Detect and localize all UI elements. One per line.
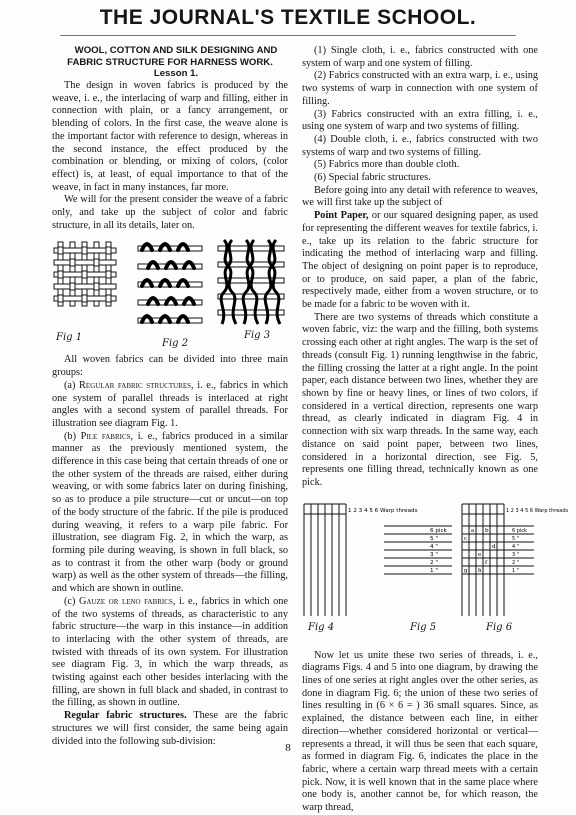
fig3: [216, 238, 288, 350]
figures-1-3: [52, 238, 288, 350]
fig6-caption: Fig 6: [486, 621, 513, 633]
left-paragraph-2: We will for the present consider the weave of a fabric only, and take up the subject of color and fabric structure, in all its details, later on.: [52, 194, 288, 231]
fig4-header: 1 2 3 4 5 6 Warp threads: [348, 507, 418, 514]
subdivision-1: (1) Single cloth, i. e., fabrics constructed with one system of warp and one system of filling.: [302, 45, 538, 69]
left-column: [52, 45, 288, 748]
fig5-label: 6 pick: [430, 527, 447, 534]
fig5-picks-diagram: [382, 500, 454, 620]
header-rule: [60, 35, 516, 36]
fig5-caption: Fig 5: [410, 621, 437, 633]
fig5: [382, 500, 454, 633]
group-b-heading: Pile fabrics,: [80, 430, 134, 442]
subdivision-4: (4) Double cloth, i. e., fabrics constructed with two systems of warp and two systems of filling.: [302, 133, 538, 158]
group-b-text: i. e., fabrics produced in a similar manner as the previously mentioned system, the difference in this case being that certain threads of one or the other system of the threads are raised, either during weaving, or with some fabrics later on during finishing, so as to produce a pile structure—cut or uncut—on top of the body structure of the fabric. If the pile is produced during weaving, it refers to a warp pile fabric. For illustration, see diagram Fig. 2, in which the warp, as forming pile during weaving, is shown in full black, so as to contrast it from the other warp (body or ground warp) as well as the other system of threads—the filling, and which are shown in outline.: [52, 430, 288, 595]
right-paragraph-1: Before going into any detail with reference to weaves, we will first take up the subject of: [302, 184, 538, 209]
fig6-label: 5 ": [512, 535, 520, 542]
group-a-text: i. e., fabrics in which one system of parallel threads is interlaced at right angles with a second system of parallel threads. For illustration see diagram Fig. 1.: [52, 379, 288, 429]
regular-structures-text: These are the fabric structures we will first consider, the same being again divided into the following sub-division:: [52, 710, 288, 747]
subdivision-3: (3) Fabrics constructed with an extra filling, i. e., using one system of warp and two systems of filling.: [302, 108, 538, 133]
fig4-caption: Fig 4: [308, 621, 335, 633]
fig1-caption: Fig 1: [56, 332, 83, 344]
fig6-label: 3 ": [512, 551, 520, 558]
group-b-label: (b): [64, 430, 77, 442]
right-paragraph-3: There are two systems of threads which constitute a woven fabric, viz: the warp and the filling, both systems crossing each other at right angles. The warp is the set of threads (consult Fig. 1) running lengthwise in the fabric, the filling crossing the latter at a right angle. In the point paper, each distance between two lines, whether they are shown by fine or heavy lines, or lines of two colors, if considered in a vertical direction, represents one warp thread, as clearly indicated in diagram Fig. 4 in connection with six warp threads. In the same way, each distance on said point paper, between two lines, considered in a horizontal direction, see Fig. 5, represents one filling thread, technically known as one pick.: [302, 311, 538, 488]
fig6-label: 6 pick: [512, 527, 527, 534]
fig6-label: 2 ": [512, 559, 520, 566]
subdivision-2: (2) Fabrics constructed with an extra warp, i. e., using two systems of warp in connection with one system of filling.: [302, 70, 538, 107]
fig6-cell-mark: h: [478, 567, 482, 574]
fig4: [302, 500, 418, 633]
fig3-caption: Fig 3: [244, 330, 271, 342]
fig6-cell-mark: d: [492, 543, 496, 550]
fig6-header: 1 2 3 4 5 6 Warp threads: [506, 507, 569, 514]
right-column: [302, 45, 569, 815]
subdivision-6: (6) Special fabric structures.: [314, 172, 431, 184]
subdivision-5: (5) Fabrics more than double cloth.: [314, 159, 460, 171]
fig6-cell-mark: e: [478, 551, 482, 558]
group-c-heading: Gauze or leno fabrics,: [79, 595, 176, 607]
group-c: [52, 596, 288, 710]
left-paragraph-1: The design in woven fabrics is produced by the weave, i. e., the interlacing of warp and filling, either in connection with plain, or a fancy arrangement, or blending of colors. In the first case, the weave alone is the important factor with reference to design, whereas in the second instance, the effect produced by the combination or blending, or mixing of colors, (color effect) is, at least, of equal importance to that of the weave, in fact in many instances, far more.: [52, 80, 288, 193]
fig4-warp-threads-diagram: [302, 500, 418, 620]
fig6: [460, 500, 569, 633]
fig6-label: 4 ": [512, 543, 520, 550]
group-c-text: i. e., fabrics in which one of the two systems of threads, as characteristic to any fabric structure—the warp in this instance—in addition to interlacing with the other system of threads, are twisted with threads of its own system. For illustration see diagram Fig. 3, in which the warp threads, as twisting against each other besides interlacing with the filling, are shown in full black and shaded, in contrast to the filling, as shown in outline.: [52, 595, 288, 709]
fig5-label: 4 ": [430, 543, 438, 550]
right-paragraph-4: Now let us unite these two series of threads, i. e., diagrams Figs. 4 and 5 into one diagram, by drawing the lines of one series at right angles over the other series, as done in diagram Fig. 6; the union of these two series of lines resulting in (6 × 6 = ) 36 small squares. Since, as explained, the distance between each line, in either direction—whether considered horizontal or vertical—represents a thread, it will thus be seen that each square, as formed in diagram Fig. 6, indicates the place in the fabric, where a certain warp thread meets with a certain pick. Now, it is well known that in the same place where one body is, another cannot be, for which reason, the warp thread,: [302, 649, 538, 814]
fig3-gauze-leno-diagram: [216, 238, 288, 328]
fig5-label: 1 ": [430, 567, 438, 574]
fig6-label: 1 ": [512, 567, 520, 574]
fig5-label: 2 ": [430, 559, 438, 566]
left-paragraph-3: All woven fabrics can be divided into three main groups:: [52, 354, 288, 379]
journal-title: THE JOURNAL'S TEXTILE SCHOOL.: [99, 6, 477, 29]
fig5-label: 5 ": [430, 535, 438, 542]
point-paper-paragraph: [302, 210, 538, 312]
fig6-cell-mark: g: [464, 567, 468, 574]
fig2-pile-fabric-diagram: [134, 238, 206, 338]
group-a-heading: Regular fabric structures,: [79, 379, 194, 391]
article-title: WOOL, COTTON AND SILK DESIGNING AND FABRIC STRUCTURE FOR HARNESS WORK.: [67, 45, 278, 68]
fig1: [52, 238, 124, 350]
fig6-cell-mark: c: [464, 535, 468, 542]
group-c-label: (c): [64, 595, 76, 607]
fig5-label: 3 ": [430, 551, 438, 558]
regular-structures-heading: Regular fabric structures.: [64, 710, 187, 722]
point-paper-heading: Point Paper,: [314, 210, 369, 222]
fig2-caption: Fig 2: [162, 338, 189, 350]
group-a-label: (a): [64, 379, 76, 391]
page-number: 8: [285, 742, 291, 754]
fig2: [134, 238, 206, 350]
point-paper-text: or our squared designing paper, as used for representing the different weaves for textile fabrics, i. e., take up its relation to the fabric structure for indicating the method of interlacing warp and filling. The object of designing on point paper is to reproduce, or to produce, on said paper, a plan of the fabric, respectively made, either from a woven structure, or to be made for a fabric to be woven with it.: [302, 210, 538, 311]
group-b: [52, 431, 288, 596]
figures-4-6: [302, 500, 569, 642]
lesson-heading: Lesson 1.: [153, 68, 199, 79]
fig6-point-paper-diagram: [460, 500, 569, 620]
fig6-cell-mark: a: [471, 527, 475, 534]
fig1-plain-weave-diagram: [52, 238, 124, 330]
fig6-cell-mark: b: [485, 527, 489, 534]
group-a: [52, 380, 288, 431]
fig6-cell-mark: f: [485, 559, 488, 566]
